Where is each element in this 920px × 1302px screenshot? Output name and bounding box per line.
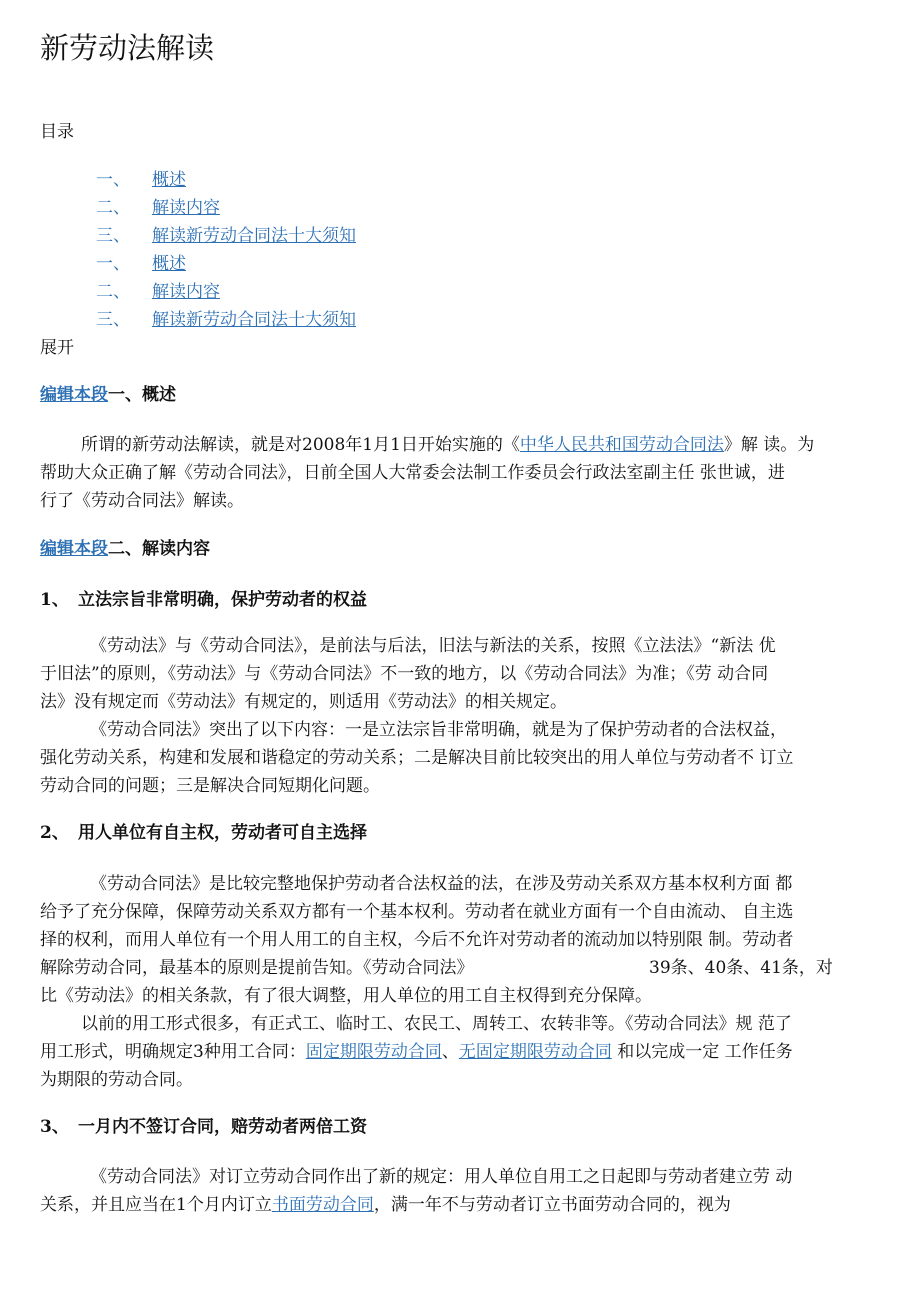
- paragraph-line: 《劳动法》与《劳动合同法》，是前法与后法，旧法与新法的关系，按照《立法法》“新法 优: [90, 636, 776, 656]
- paragraph-line: 《劳动合同法》突出了以下内容：一是立法宗旨非常明确，就是为了保护劳动者的合法权益，: [90, 720, 787, 740]
- paragraph-line: 行了《劳动合同法》解读。: [40, 491, 244, 511]
- paragraph-line: 法》没有规定而《劳动法》有规定的，则适用《劳动法》的相关规定。: [40, 692, 567, 712]
- toc-item-number: 三、: [96, 226, 130, 246]
- toc-item-label: 解读新劳动合同法十大须知: [152, 226, 356, 246]
- paragraph-line: [40, 1193, 731, 1217]
- open-ended-contract-link[interactable]: 无固定期限劳动合同: [458, 1042, 612, 1062]
- toc-item-number: 二、: [96, 198, 130, 218]
- paragraph-line: 于旧法”的原则，《劳动法》与《劳动合同法》不一致的地方，以《劳动合同法》为准；《劳 动合同: [40, 664, 769, 684]
- toc-item-content[interactable]: [96, 280, 220, 304]
- paragraph-line: 以前的用工形式很多，有正式工、临时工、农民工、周转工、农转非等。《劳动合同法》规 范了: [81, 1014, 792, 1034]
- toc-item-number: 三、: [96, 310, 130, 330]
- paragraph-line: 为期限的劳动合同。: [40, 1070, 193, 1090]
- paragraph-text: 关系，并且应当在1个月内订立: [40, 1195, 272, 1215]
- toc-item-label: 解读内容: [152, 282, 220, 302]
- paragraph-line: 解除劳动合同，最基本的原则是提前告知。《劳动合同法》: [40, 958, 474, 978]
- subsection-number: 3、: [40, 1117, 69, 1137]
- paragraph-text: 和以完成一定 工作任务: [611, 1042, 793, 1062]
- paragraph-line: 给予了充分保障，保障劳动关系双方都有一个基本权利。劳动者在就业方面有一个自由流动、 自主选: [40, 902, 794, 922]
- paragraph-line: [81, 433, 814, 457]
- toc-item-ten-notes[interactable]: [96, 224, 356, 248]
- paragraph-line: 择的权利，而用人单位有一个用人用工的自主权，今后不允许对劳动者的流动加以特别限 制。劳动者: [40, 930, 794, 950]
- toc-item-number: 一、: [96, 170, 130, 190]
- edit-section-link[interactable]: 编辑本段: [40, 385, 108, 405]
- toc-item-label: 解读新劳动合同法十大须知: [152, 310, 356, 330]
- paragraph-line: 劳动合同的问题；三是解决合同短期化问题。: [40, 776, 380, 796]
- toc-item-overview[interactable]: [96, 168, 186, 192]
- toc-item-number: 二、: [96, 282, 130, 302]
- toc-item-ten-notes[interactable]: [96, 308, 356, 332]
- toc-item-number: 一、: [96, 254, 130, 274]
- toc-label: 目录: [40, 122, 74, 142]
- expand-toggle[interactable]: 展开: [40, 338, 74, 358]
- subsection-title: 立法宗旨非常明确，保护劳动者的权益: [78, 590, 367, 610]
- fixed-term-contract-link[interactable]: 固定期限劳动合同: [305, 1042, 442, 1062]
- separator: 、: [441, 1042, 459, 1062]
- section-heading-content: [40, 537, 210, 561]
- paragraph-line: 强化劳动关系，构建和发展和谐稳定的劳动关系；二是解决目前比较突出的用人单位与劳动者不 订立: [40, 748, 794, 768]
- paragraph-line: 比《劳动法》的相关条款，有了很大调整，用人单位的用工自主权得到充分保障。: [40, 986, 652, 1006]
- subsection-heading: [40, 588, 367, 612]
- section-heading-overview: [40, 383, 176, 407]
- subsection-heading: [40, 821, 367, 845]
- subsection-number: 2、: [40, 823, 69, 843]
- paragraph-text: ，满一年不与劳动者订立书面劳动合同的，视为: [373, 1195, 731, 1215]
- paragraph-text: 用工形式，明确规定3种用工合同：: [40, 1042, 306, 1062]
- subsection-heading: [40, 1115, 367, 1139]
- subsection-title: 一月内不签订合同，赔劳动者两倍工资: [78, 1117, 367, 1137]
- edit-section-link[interactable]: 编辑本段: [40, 539, 108, 559]
- page-title: 新劳动法解读: [40, 31, 215, 65]
- subsection-number: 1、: [40, 590, 69, 610]
- paragraph-line: 39条、40条、41条，对: [649, 958, 833, 978]
- section-heading-text: 一、概述: [108, 385, 176, 405]
- paragraph-line: [40, 1040, 793, 1064]
- toc-item-label: 解读内容: [152, 198, 220, 218]
- section-heading-text: 二、解读内容: [108, 539, 210, 559]
- paragraph-text: 》解 读。为: [723, 435, 815, 455]
- paragraph-line: 《劳动合同法》是比较完整地保护劳动者合法权益的法，在涉及劳动关系双方基本权利方面 都: [90, 874, 793, 894]
- toc-item-label: 概述: [152, 170, 186, 190]
- subsection-title: 用人单位有自主权，劳动者可自主选择: [78, 823, 367, 843]
- paragraph-text: 所谓的新劳动法解读，就是对2008年1月1日开始实施的《: [81, 435, 520, 455]
- paragraph-line: 帮助大众正确了解《劳动合同法》，日前全国人大常委会法制工作委员会行政法室副主任 张世诚，进: [40, 463, 785, 483]
- toc-item-content[interactable]: [96, 196, 220, 220]
- toc-item-overview[interactable]: [96, 252, 186, 276]
- paragraph-line: 《劳动合同法》对订立劳动合同作出了新的规定：用人单位自用工之日起即与劳动者建立劳 动: [90, 1167, 793, 1187]
- toc-item-label: 概述: [152, 254, 186, 274]
- written-contract-link[interactable]: 书面劳动合同: [271, 1195, 374, 1215]
- labor-contract-law-link[interactable]: 中华人民共和国劳动合同法: [519, 435, 724, 455]
